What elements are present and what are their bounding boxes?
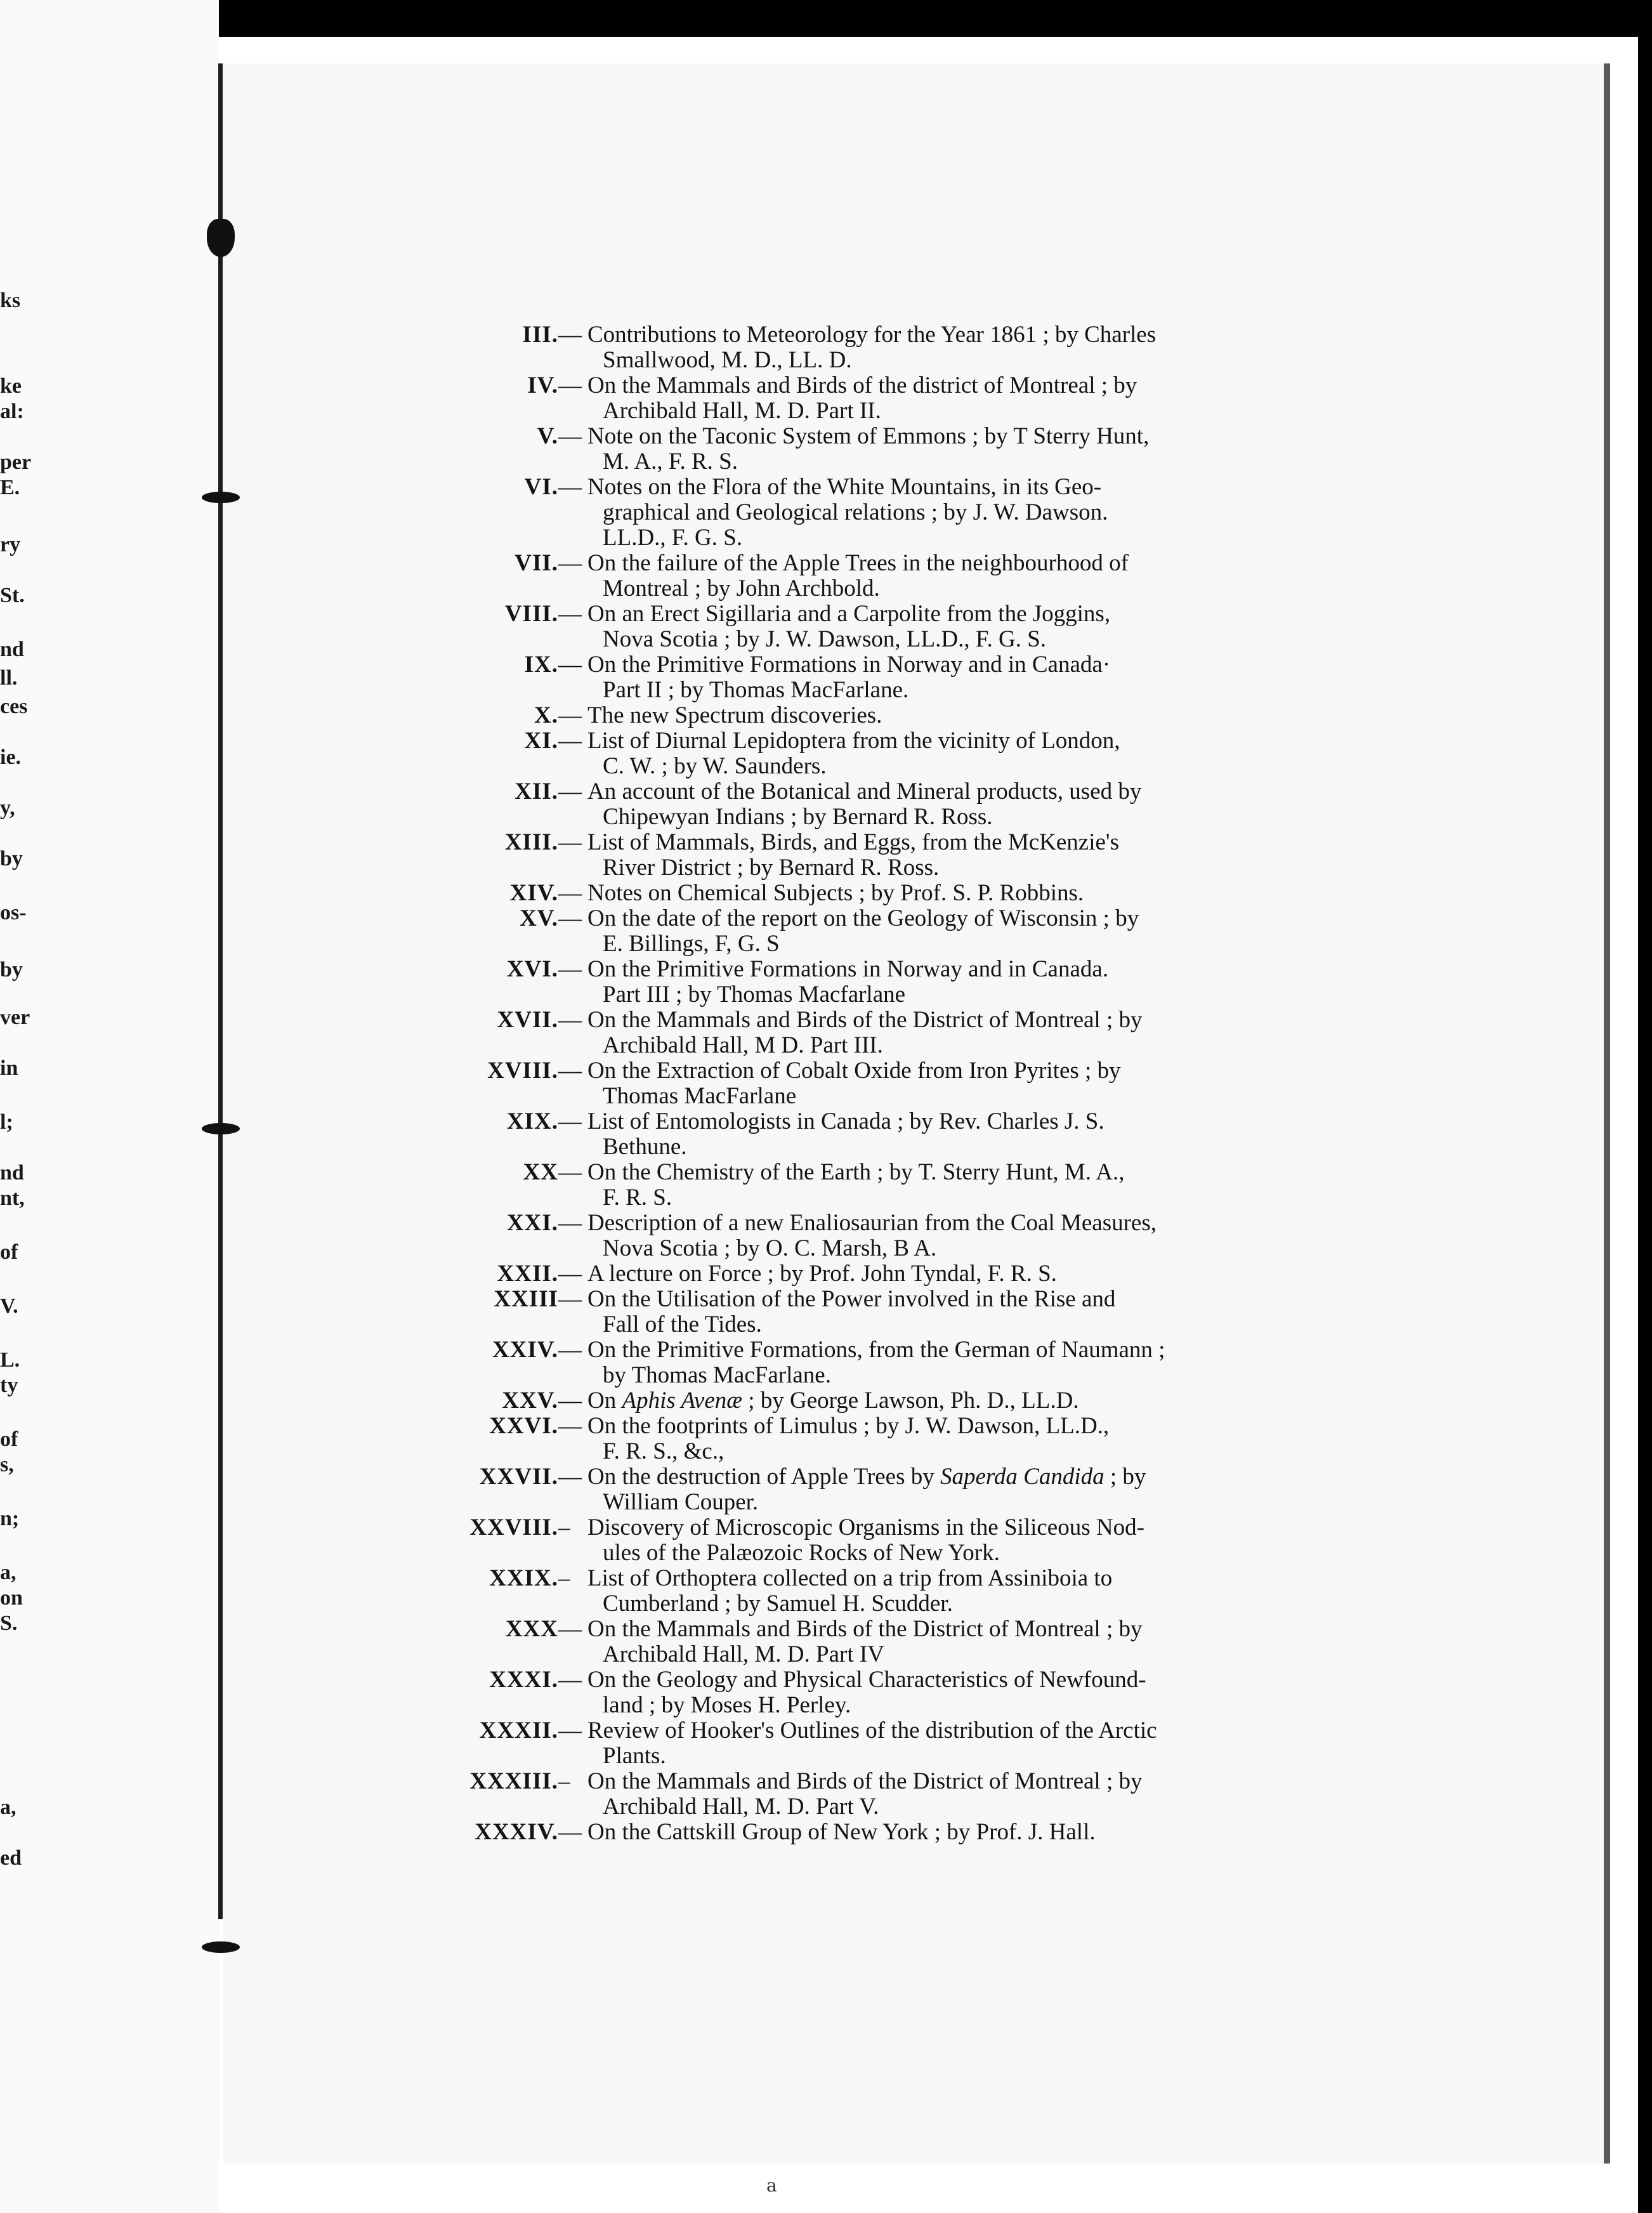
entry-title: On the Mammals and Birds of the district of Montreal ; by [587, 372, 1137, 398]
contents-entry [0, 1464, 1652, 1515]
contents-entry [0, 906, 1652, 957]
entry-numeral: XVI. [506, 956, 558, 982]
left-edge-fragment: by [0, 847, 23, 870]
contents-entry [0, 1337, 1652, 1388]
entry-title: Notes on Chemical Subjects ; by Prof. S. P. Robbins. [587, 880, 1084, 906]
entry-numeral: XXIII [494, 1286, 558, 1312]
entry-title: List of Mammals, Birds, and Eggs, from the McKenzie's [587, 829, 1119, 855]
entry-dash: — [558, 728, 582, 754]
entry-title: On the Cattskill Group of New York ; by Prof. J. Hall. [587, 1819, 1096, 1845]
entry-title: Note on the Taconic System of Emmons ; by T Sterry Hunt, [587, 423, 1150, 449]
entry-dash: – [558, 1768, 570, 1794]
entry-dash: — [558, 956, 582, 982]
entry-title: On the Primitive Formations in Norway and in Canada. [587, 956, 1109, 982]
entry-continuation: F. R. S., &c., [603, 1438, 724, 1464]
entry-dash: — [558, 1286, 582, 1312]
entry-continuation: William Couper. [603, 1489, 759, 1515]
entry-continuation: Archibald Hall, M. D. Part II. [603, 398, 881, 424]
entry-continuation: Bethune. [603, 1134, 687, 1160]
contents-entry [0, 1667, 1652, 1718]
entry-numeral: IX. [524, 652, 558, 678]
entry-continuation: LL.D., F. G. S. [603, 525, 743, 551]
contents-entry [0, 1109, 1652, 1160]
entry-dash: — [558, 550, 582, 576]
contents-entry [0, 1769, 1652, 1820]
left-edge-fragment: n; [0, 1507, 20, 1530]
contents-entry [0, 1261, 1652, 1287]
entry-continuation: Archibald Hall, M. D. Part V. [603, 1794, 879, 1820]
left-edge-fragment: nd [0, 1161, 24, 1185]
entry-numeral: XXIV. [492, 1337, 558, 1363]
contents-entry [0, 1718, 1652, 1769]
entry-numeral: XII. [515, 778, 558, 804]
left-edge-fragment: per [0, 450, 32, 474]
left-edge-fragment: l; [0, 1110, 13, 1134]
entry-numeral: XXXIII. [469, 1768, 558, 1794]
contents-entry [0, 1617, 1652, 1667]
entry-numeral: XV. [520, 905, 558, 931]
contents-entry [0, 1058, 1652, 1109]
entry-numeral: VIII. [504, 601, 558, 627]
contents-entry [0, 601, 1652, 652]
left-edge-fragment: a, [0, 1796, 16, 1819]
left-edge-fragment: in [0, 1056, 18, 1080]
contents-entry [0, 373, 1652, 424]
entry-numeral: XVIII. [487, 1058, 558, 1084]
contents-entry [0, 322, 1652, 373]
entry-continuation: Fall of the Tides. [603, 1311, 762, 1337]
left-edge-fragment: E. [0, 476, 20, 499]
entry-title: On the Extraction of Cobalt Oxide from Iron Pyrites ; by [587, 1058, 1121, 1084]
entry-title: On the footprints of Limulus ; by J. W. Dawson, LL.D., [587, 1413, 1110, 1439]
left-edge-fragment: ver [0, 1006, 30, 1029]
contents-entry [0, 957, 1652, 1008]
left-edge-fragment: S. [0, 1612, 18, 1635]
entry-dash: — [558, 1413, 582, 1439]
entry-title: On the failure of the Apple Trees in the neighbourhood of [587, 550, 1129, 576]
entry-numeral: XVII. [497, 1007, 558, 1033]
entry-title: On the date of the report on the Geology of Wisconsin ; by [587, 905, 1139, 931]
entry-continuation: Archibald Hall, M. D. Part IV [603, 1641, 884, 1667]
left-edge-fragment: by [0, 958, 23, 982]
entry-continuation: Nova Scotia ; by J. W. Dawson, LL.D., F. G. S. [603, 626, 1047, 652]
entry-title: List of Orthoptera collected on a trip from Assiniboia to [587, 1565, 1113, 1591]
entry-dash: — [558, 1210, 582, 1236]
left-edge-fragment: ty [0, 1374, 18, 1397]
entry-continuation: land ; by Moses H. Perley. [603, 1692, 851, 1718]
entry-dash: — [558, 1819, 582, 1845]
entry-title: On the Utilisation of the Power involved in the Rise and [587, 1286, 1116, 1312]
entry-continuation: Part III ; by Thomas Macfarlane [603, 982, 906, 1008]
entry-dash: — [558, 1007, 582, 1033]
entry-title: On the Primitive Formations in Norway and in Canada· [587, 652, 1111, 678]
entry-dash: — [558, 322, 582, 348]
entry-title: Description of a new Enaliosaurian from the Coal Measures, [587, 1210, 1157, 1236]
entry-dash: — [558, 1667, 582, 1693]
contents-entry [0, 703, 1652, 728]
entry-title: On the Primitive Formations, from the German of Naumann ; [587, 1337, 1165, 1363]
page-mark: a [766, 2175, 777, 2196]
entry-continuation: Part II ; by Thomas MacFarlane. [603, 677, 909, 703]
contents-entry [0, 1820, 1652, 1845]
entry-title: On the Mammals and Birds of the District of Montreal ; by [587, 1768, 1143, 1794]
entry-title: On an Erect Sigillaria and a Carpolite from the Joggins, [587, 601, 1111, 627]
entry-continuation: Chipewyan Indians ; by Bernard R. Ross. [603, 804, 993, 830]
entry-continuation: Montreal ; by John Archbold. [603, 575, 880, 601]
entry-title: Contributions to Meteorology for the Year 1861 ; by Charles [587, 322, 1157, 348]
entry-dash: — [558, 829, 582, 855]
contents-entry [0, 1515, 1652, 1566]
entry-title: On the Mammals and Birds of the District of Montreal ; by [587, 1616, 1143, 1642]
entry-numeral: XXVII. [479, 1464, 558, 1490]
entry-title: List of Entomologists in Canada ; by Rev. Charles J. S. [587, 1108, 1105, 1134]
entry-dash: — [558, 905, 582, 931]
entry-title: An account of the Botanical and Mineral products, used by [587, 778, 1142, 804]
entry-numeral: XXX [505, 1616, 558, 1642]
entry-title: On the Chemistry of the Earth ; by T. Sterry Hunt, M. A., [587, 1159, 1125, 1185]
contents-entry [0, 830, 1652, 881]
entry-dash: — [558, 702, 582, 728]
entry-dash: — [558, 601, 582, 627]
entry-dash: — [558, 372, 582, 398]
entry-continuation: River District ; by Bernard R. Ross. [603, 855, 940, 881]
left-edge-fragment: y, [0, 796, 15, 820]
entry-dash: — [558, 1616, 582, 1642]
entry-numeral: V. [537, 423, 558, 449]
entry-dash: — [558, 1261, 582, 1287]
left-edge-fragment: ces [0, 695, 28, 718]
left-edge-fragment: of [0, 1428, 18, 1451]
left-edge-fragment: on [0, 1586, 23, 1610]
left-edge-fragment: St. [0, 584, 25, 607]
entry-numeral: XI. [524, 728, 558, 754]
entry-numeral: X. [534, 702, 558, 728]
entry-numeral: XXII. [497, 1261, 558, 1287]
entry-dash: — [558, 1464, 582, 1490]
entry-numeral: XIII. [504, 829, 558, 855]
left-edge-fragment: a, [0, 1561, 16, 1584]
entry-title: On the Geology and Physical Characteristics of Newfound- [587, 1667, 1146, 1693]
contents-entry [0, 1388, 1652, 1414]
contents-entry [0, 881, 1652, 906]
contents-entry [0, 424, 1652, 475]
contents-entry [0, 1211, 1652, 1261]
entry-title: On the Mammals and Birds of the District of Montreal ; by [587, 1007, 1143, 1033]
entry-numeral: III. [522, 322, 558, 348]
entry-dash: — [558, 1108, 582, 1134]
entry-title: A lecture on Force ; by Prof. John Tyndal, F. R. S. [587, 1261, 1057, 1287]
left-edge-fragment: os- [0, 901, 27, 924]
entry-continuation: Cumberland ; by Samuel H. Scudder. [603, 1591, 953, 1617]
entry-continuation: Thomas MacFarlane [603, 1083, 797, 1109]
entry-dash: — [558, 1388, 582, 1414]
entry-dash: — [558, 778, 582, 804]
left-edge-fragment: ry [0, 533, 21, 556]
entry-continuation: F. R. S. [603, 1185, 672, 1211]
entry-continuation: E. Billings, F, G. S [603, 931, 780, 957]
entry-numeral: XIV. [509, 880, 558, 906]
contents-entry [0, 728, 1652, 779]
entry-dash: — [558, 1159, 582, 1185]
contents-entry [0, 1160, 1652, 1211]
entry-numeral: XXIX. [489, 1565, 558, 1591]
entry-dash: — [558, 1717, 582, 1743]
entry-continuation: Nova Scotia ; by O. C. Marsh, B A. [603, 1235, 937, 1261]
entry-title: Discovery of Microscopic Organisms in the Siliceous Nod- [587, 1514, 1144, 1540]
entry-numeral: XXVI. [489, 1413, 558, 1439]
entry-title: Review of Hooker's Outlines of the distribution of the Arctic [587, 1717, 1157, 1743]
left-edge-fragment: ed [0, 1846, 22, 1870]
entry-dash: — [558, 1337, 582, 1363]
left-edge-fragment: V. [0, 1294, 18, 1318]
entry-numeral: XXXI. [489, 1667, 558, 1693]
species-name: Saperda Candida [940, 1464, 1105, 1490]
entry-continuation: Archibald Hall, M D. Part III. [603, 1032, 883, 1058]
left-edge-fragment: al: [0, 400, 24, 423]
entry-continuation: M. A., F. R. S. [603, 449, 738, 475]
entry-title: List of Diurnal Lepidoptera from the vicinity of London, [587, 728, 1120, 754]
entry-dash: — [558, 652, 582, 678]
entry-numeral: XXV. [502, 1388, 558, 1414]
entry-numeral: XXXII. [479, 1717, 558, 1743]
entry-title: On the destruction of Apple Trees by Saperda Candida ; by [587, 1464, 1146, 1490]
left-edge-fragment: nd [0, 638, 24, 661]
entry-dash: – [558, 1565, 570, 1591]
entry-continuation: by Thomas MacFarlane. [603, 1362, 831, 1388]
contents-entry [0, 551, 1652, 601]
left-edge-fragment: s, [0, 1453, 14, 1476]
left-edge-fragment: ie. [0, 745, 22, 769]
contents-entry [0, 1566, 1652, 1617]
entry-continuation: Smallwood, M. D., LL. D. [603, 347, 852, 373]
entry-dash: — [558, 474, 582, 500]
entry-title: The new Spectrum discoveries. [587, 702, 882, 728]
entry-title: On Aphis Avenæ ; by George Lawson, Ph. D., LL.D. [587, 1388, 1079, 1414]
entry-numeral: XX [523, 1159, 558, 1185]
left-edge-fragment: of [0, 1240, 18, 1264]
entry-continuation: Plants. [603, 1743, 666, 1769]
entry-dash: — [558, 423, 582, 449]
entry-dash: — [558, 880, 582, 906]
left-edge-fragment: ke [0, 374, 22, 398]
contents-entry [0, 652, 1652, 703]
entry-numeral: XXVIII. [469, 1514, 558, 1540]
entry-numeral: VII. [515, 550, 558, 576]
contents-entry [0, 1414, 1652, 1464]
stitch-mark [202, 1941, 240, 1953]
entry-numeral: XIX. [506, 1108, 558, 1134]
entry-continuation: ules of the Palæozoic Rocks of New York. [603, 1540, 1000, 1566]
left-edge-fragment: L. [0, 1348, 20, 1372]
entry-continuation: graphical and Geological relations ; by J. W. Dawson. [603, 499, 1108, 525]
contents-entry [0, 779, 1652, 830]
entry-numeral: IV. [527, 372, 558, 398]
entry-dash: – [558, 1514, 570, 1540]
contents-entry [0, 1287, 1652, 1337]
left-edge-fragment: nt, [0, 1186, 25, 1210]
left-edge-fragment: ll. [0, 666, 18, 690]
entry-continuation: C. W. ; by W. Saunders. [603, 753, 827, 779]
contents-entry [0, 475, 1652, 551]
entry-numeral: VI. [524, 474, 558, 500]
entry-numeral: XXXIV. [475, 1819, 558, 1845]
entry-dash: — [558, 1058, 582, 1084]
contents-entry [0, 1008, 1652, 1058]
entry-title: Notes on the Flora of the White Mountains, in its Geo- [587, 474, 1102, 500]
left-edge-fragment: ks [0, 289, 21, 312]
stitch-mark [207, 219, 235, 257]
species-name: Aphis Avenæ [622, 1388, 742, 1414]
entry-numeral: XXI. [506, 1210, 558, 1236]
